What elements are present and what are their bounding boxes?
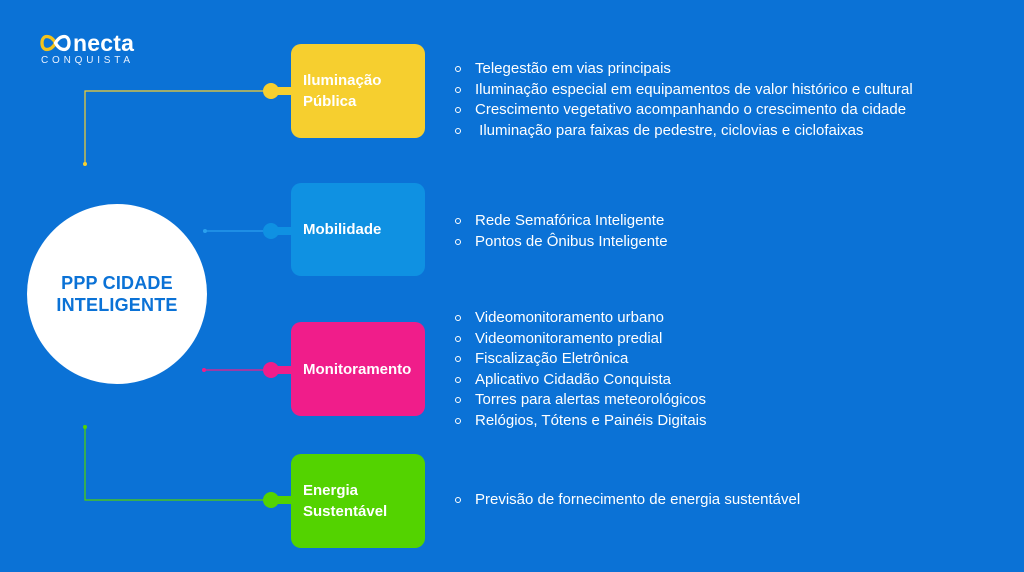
list-item bbox=[455, 349, 707, 370]
central-topic-line-2: INTELIGENTE bbox=[56, 295, 178, 315]
list-item-text: Torres para alertas meteorológicos bbox=[475, 391, 706, 408]
list-item-text: Fiscalização Eletrônica bbox=[475, 350, 629, 367]
bullet-circle-icon bbox=[455, 315, 461, 321]
card-label: Mobilidade bbox=[303, 221, 382, 238]
bullet-circle-icon bbox=[455, 66, 461, 72]
list-mobilidade bbox=[455, 211, 668, 252]
list-item-text: Aplicativo Cidadão Conquista bbox=[475, 370, 671, 388]
list-item bbox=[455, 411, 707, 432]
connector-mobilidade-dot-start bbox=[203, 229, 207, 233]
card-label: Monitoramento bbox=[303, 360, 412, 378]
list-item-text: Videomonitoramento predial bbox=[475, 329, 663, 347]
list-item-text: Pontos de Ônibus Inteligente bbox=[475, 232, 668, 250]
bullet-circle-icon bbox=[455, 497, 461, 503]
card-label: Iluminação Pública bbox=[303, 72, 382, 110]
bullet-circle-icon bbox=[455, 128, 461, 134]
bullet-circle-icon bbox=[455, 418, 461, 424]
list-item bbox=[455, 121, 913, 142]
logo-subtitle: CONQUISTA bbox=[41, 55, 134, 66]
list-item bbox=[455, 232, 668, 253]
connector-mobilidade-dot-end bbox=[263, 223, 279, 239]
bullet-circle-icon bbox=[455, 336, 461, 342]
logo-word: necta bbox=[73, 30, 135, 56]
card-label: Energia Sustentável bbox=[303, 482, 388, 520]
bullet-circle-icon bbox=[455, 107, 461, 113]
list-item-text: Previsão de fornecimento de energia sustentável bbox=[475, 491, 801, 508]
list-item bbox=[455, 308, 707, 329]
list-item bbox=[455, 59, 913, 80]
list-iluminacao-publica bbox=[455, 59, 913, 141]
central-topic-circle bbox=[27, 204, 207, 384]
card-energia-sustentavel bbox=[291, 454, 425, 548]
bullet-circle-icon bbox=[455, 356, 461, 362]
card-iluminacao-publica bbox=[291, 44, 425, 138]
list-item-text: Telegestão em vias principais bbox=[475, 60, 671, 77]
central-topic-title bbox=[56, 272, 177, 316]
connector-energia-dot-start bbox=[83, 425, 87, 429]
infinity-logo-icon bbox=[40, 34, 71, 52]
list-item-text: Relógios, Tótens e Painéis Digitais bbox=[475, 411, 707, 429]
list-item bbox=[455, 211, 668, 232]
card-monitoramento bbox=[291, 322, 425, 416]
bullet-circle-icon bbox=[455, 218, 461, 224]
list-item-text: Rede Semafórica Inteligente bbox=[475, 212, 665, 229]
list-item bbox=[455, 100, 913, 121]
connector-iluminacao-dot-start bbox=[83, 162, 87, 166]
list-item bbox=[455, 329, 707, 350]
connector-monitoramento-dot-end bbox=[263, 362, 279, 378]
bullet-circle-icon bbox=[455, 239, 461, 245]
bullet-circle-icon bbox=[455, 397, 461, 403]
connector-iluminacao bbox=[85, 91, 271, 164]
list-item bbox=[455, 370, 707, 391]
logo-main bbox=[40, 30, 134, 56]
bullet-circle-icon bbox=[455, 377, 461, 383]
list-item-text: Iluminação especial em equipamentos de valor histórico e cultural bbox=[475, 80, 913, 98]
list-item-text: Crescimento vegetativo acompanhando o crescimento da cidade bbox=[475, 101, 907, 118]
connector-energia-dot-end bbox=[263, 492, 279, 508]
card-mobilidade bbox=[291, 183, 425, 276]
connector-monitoramento-dot-start bbox=[202, 368, 206, 372]
central-topic-line-1: PPP CIDADE bbox=[61, 273, 173, 293]
connector-energia bbox=[85, 427, 271, 500]
list-item-text: Iluminação para faixas de pedestre, ciclovias e ciclofaixas bbox=[475, 121, 864, 139]
connector-iluminacao-dot-end bbox=[263, 83, 279, 99]
brand-logo bbox=[40, 30, 160, 70]
bullet-circle-icon bbox=[455, 87, 461, 93]
list-item bbox=[455, 390, 707, 411]
list-item-text: Videomonitoramento urbano bbox=[475, 309, 665, 326]
list-item bbox=[455, 80, 913, 101]
list-monitoramento bbox=[455, 308, 707, 431]
list-item bbox=[455, 490, 800, 511]
list-energia-sustentavel bbox=[455, 490, 800, 511]
